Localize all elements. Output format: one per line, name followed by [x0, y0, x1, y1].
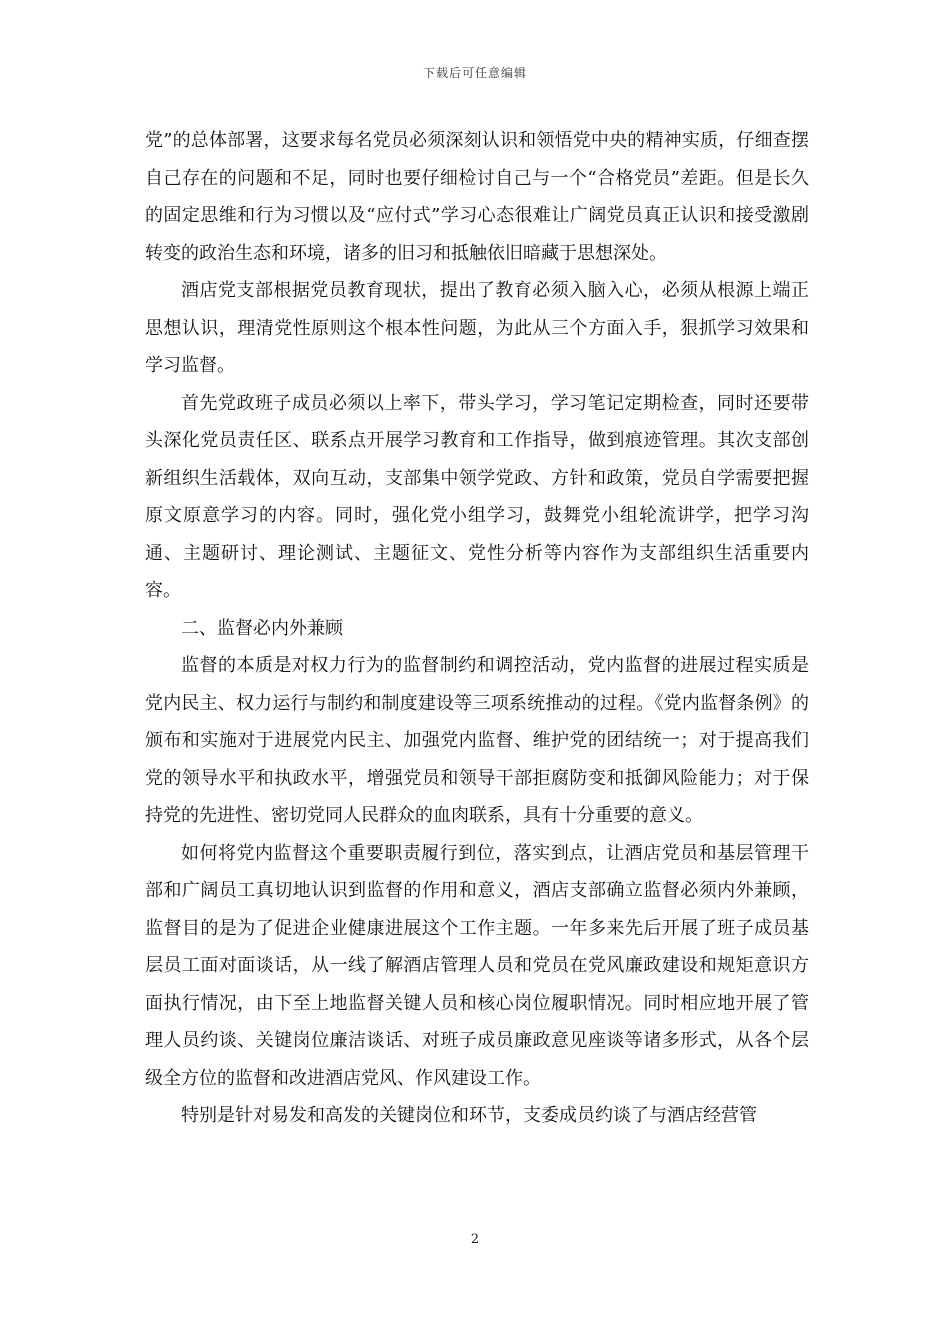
paragraph: 特别是针对易发和高发的关键岗位和环节，支委成员约谈了与酒店经营管: [181, 1105, 757, 1126]
section-heading: 二、监督必内外兼顾: [181, 617, 343, 639]
paragraph: 酒店党支部根据党员教育现状，提出了教育必须入脑入心，必须从根源上端正思想认识，理清党性原则这个根本性问题，为此从三个方面入手，狠抓学习效果和学习监督。: [145, 280, 809, 376]
page-number: 2: [470, 1232, 480, 1247]
paragraph-continuation: 党”的总体部署，这要求每名党员必须深刻认识和领悟党中央的精神实质，仔细查摆自己存在的问题和不足，同时也要仔细检讨自己与一个“合格党员”差距。但是长久的固定思维和行为习惯以及“应付式”学习心态很难让广阔党员真正认识和接受激剧转变的政治生态和环境，诸多的旧习和抵触依旧暗藏于思想深处。: [145, 130, 809, 264]
paragraph: 如何将党内监督这个重要职责履行到位，落实到点，让酒店党员和基层管理干部和广阔员工真切地认识到监督的作用和意义，酒店支部确立监督必须内外兼顾，监督目的是为了促进企业健康进展这个工作主题。一年多来先后开展了班子成员基层员工面对面谈话，从一线了解酒店管理人员和党员在党风廉政建设和规矩意识方面执行情况，由下至上地监督关键人员和核心岗位履职情况。同时相应地开展了管理人员约谈、关键岗位廉洁谈话、对班子成员廉政意见座谈等诸多形式，从各个层级全方位的监督和改进酒店党风、作风建设工作。: [145, 842, 809, 1089]
paragraph: 监督的本质是对权力行为的监督制约和调控活动，党内监督的进展过程实质是党内民主、权力运行与制约和制度建设等三项系统推动的过程。《党内监督条例》的颁布和实施对于进展党内民主、加强党内监督、维护党的团结统一；对于提高我们党的领导水平和执政水平，增强党员和领导干部拒腐防变和抵御风险能力；对于保持党的先进性、密切党同人民群众的血肉联系，具有十分重要的意义。: [145, 655, 809, 826]
page-header: 下载后可任意编辑: [422, 66, 527, 80]
document-body: [145, 122, 809, 1135]
paragraph: 首先党政班子成员必须以上率下，带头学习，学习笔记定期检查，同时还要带头深化党员责任区、联系点开展学习教育和工作指导，做到痕迹管理。其次支部创新组织生活载体，双向互动，支部集中领学党政、方针和政策，党员自学需要把握原文原意学习的内容。同时，强化党小组学习，鼓舞党小组轮流讲学，把学习沟通、主题研讨、理论测试、主题征文、党性分析等内容作为支部组织生活重要内容。: [145, 392, 809, 601]
